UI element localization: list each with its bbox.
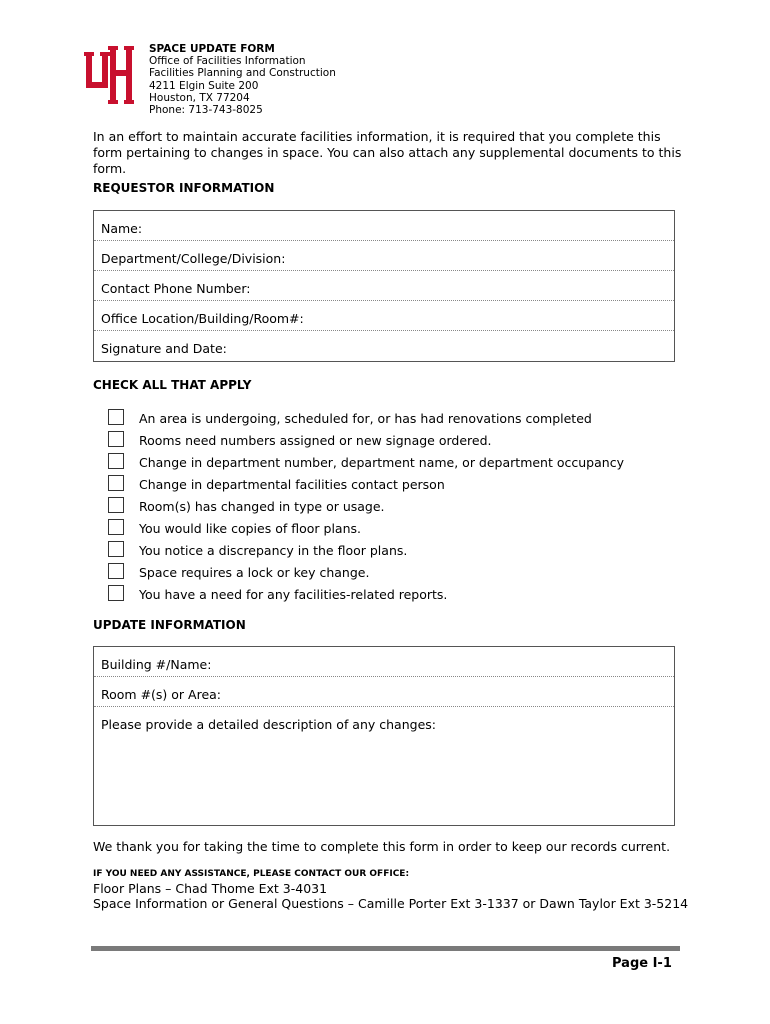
list-item: You would like copies of floor plans.: [108, 518, 624, 540]
checkbox[interactable]: [108, 563, 124, 579]
phone-field[interactable]: Contact Phone Number:: [94, 271, 674, 301]
checkbox[interactable]: [108, 409, 124, 425]
uh-logo-icon: [84, 46, 134, 104]
assistance-heading: IF YOU NEED ANY ASSISTANCE, PLEASE CONTACT OUR OFFICE:: [93, 869, 410, 879]
signature-field[interactable]: Signature and Date:: [101, 341, 227, 356]
thanks-text: We thank you for taking the time to complete this form in order to keep our records current.: [93, 839, 671, 854]
checkbox[interactable]: [108, 519, 124, 535]
update-heading: UPDATE INFORMATION: [93, 618, 246, 632]
list-item: Space requires a lock or key change.: [108, 562, 624, 584]
header-line: Office of Facilities Information: [149, 55, 306, 68]
header-line: Phone: 713-743-8025: [149, 104, 263, 117]
list-item: You notice a discrepancy in the floor plans.: [108, 540, 624, 562]
list-item: Room(s) has changed in type or usage.: [108, 496, 624, 518]
checkbox[interactable]: [108, 497, 124, 513]
description-field[interactable]: Please provide a detailed description of any changes:: [101, 717, 436, 732]
requestor-box: [93, 210, 675, 362]
page-number: Page I-1: [612, 956, 672, 971]
header-line: Facilities Planning and Construction: [149, 67, 336, 80]
checkbox[interactable]: [108, 431, 124, 447]
department-field[interactable]: Department/College/Division:: [94, 241, 674, 271]
checkbox[interactable]: [108, 475, 124, 491]
list-item: Change in departmental facilities contact person: [108, 474, 624, 496]
checkbox[interactable]: [108, 585, 124, 601]
room-field[interactable]: Room #(s) or Area:: [94, 677, 674, 707]
checklist: [108, 408, 624, 606]
list-item: An area is undergoing, scheduled for, or has had renovations completed: [108, 408, 624, 430]
form-title: SPACE UPDATE FORM: [149, 43, 275, 55]
building-field[interactable]: Building #/Name:: [94, 647, 674, 677]
checkbox[interactable]: [108, 453, 124, 469]
intro-text: In an effort to maintain accurate facilities information, it is required that you complete this form pertaining to changes in space. You can also attach any supplemental documents to this form.: [93, 129, 682, 176]
check-heading: CHECK ALL THAT APPLY: [93, 378, 252, 392]
header-line: 4211 Elgin Suite 200: [149, 79, 259, 92]
office-location-field[interactable]: Office Location/Building/Room#:: [94, 301, 674, 331]
update-box: [93, 646, 675, 826]
list-item: Change in department number, department name, or department occupancy: [108, 452, 624, 474]
header-line: Houston, TX 77204: [149, 91, 250, 104]
checkbox[interactable]: [108, 541, 124, 557]
contact-floor-plans: Floor Plans – Chad Thome Ext 3-4031: [93, 881, 328, 896]
header-block: [149, 43, 336, 116]
footer-divider: [91, 946, 680, 951]
requestor-heading: REQUESTOR INFORMATION: [93, 181, 275, 195]
name-field[interactable]: Name:: [94, 211, 674, 241]
list-item: Rooms need numbers assigned or new signage ordered.: [108, 430, 624, 452]
list-item: You have a need for any facilities-related reports.: [108, 584, 624, 606]
contact-space-info: Space Information or General Questions – Camille Porter Ext 3-1337 or Dawn Taylor Ext 3-5214: [93, 896, 689, 911]
